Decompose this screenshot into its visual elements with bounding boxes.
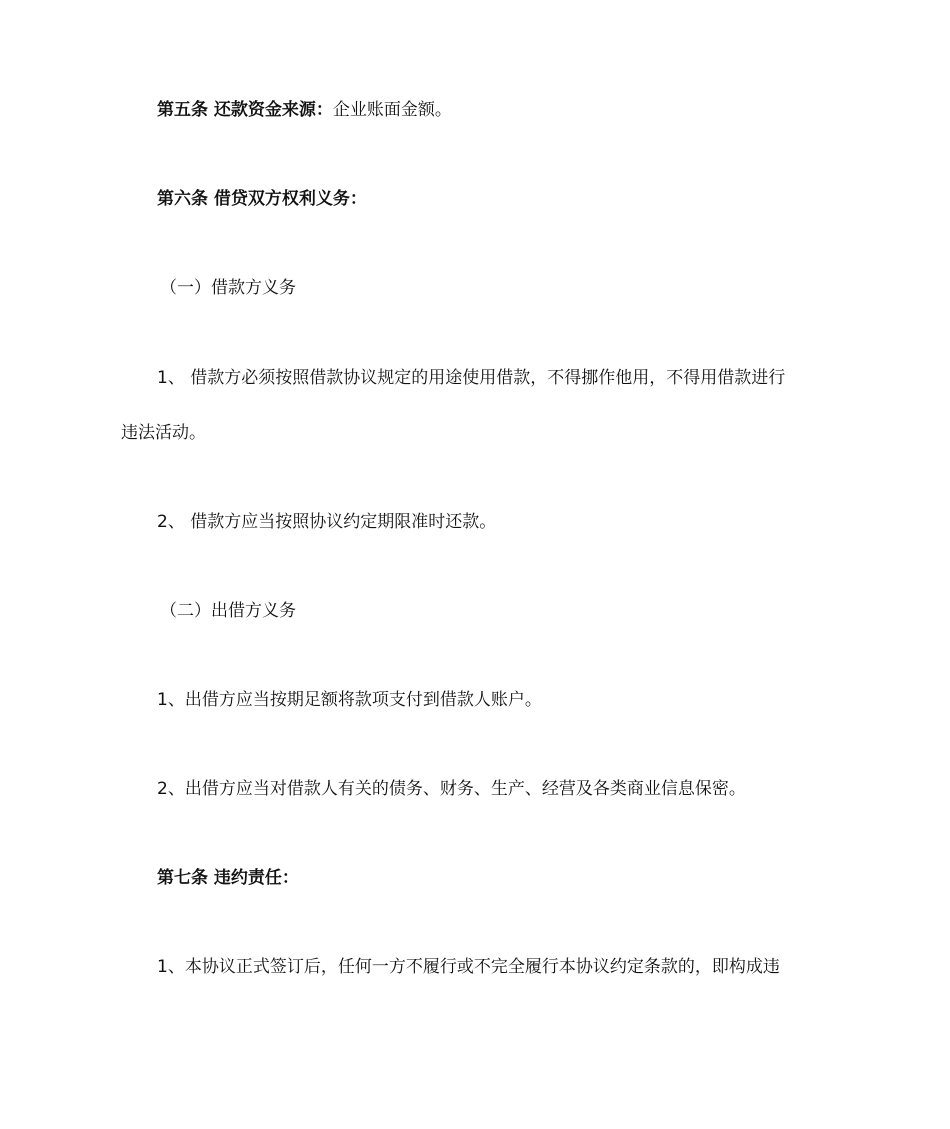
breach-clause-1-line-1: 1、本协议正式签订后，任何一方不履行或不完全履行本协议约定条款的，即构成违	[157, 957, 780, 977]
article-6-heading: 第六条 借贷双方权利义务：	[157, 189, 367, 209]
article-7-heading: 第七条 违约责任：	[157, 868, 299, 888]
borrower-obligation-2: 2、 借款方应当按照协议约定期限准时还款。	[157, 512, 497, 532]
borrower-obligation-1-line-2: 违法活动。	[121, 423, 206, 443]
lender-obligation-2: 2、出借方应当对借款人有关的债务、财务、生产、经营及各类商业信息保密。	[157, 779, 746, 799]
section-lender-obligations-heading: （二）出借方义务	[160, 601, 296, 621]
article-5-paragraph	[157, 98, 452, 122]
article-5-heading: 第五条 还款资金来源：	[157, 100, 333, 120]
article-5-text: 企业账面金额。	[332, 100, 452, 120]
section-borrower-obligations-heading: （一）借款方义务	[160, 278, 296, 298]
lender-obligation-1: 1、出借方应当按期足额将款项支付到借款人账户。	[157, 690, 542, 710]
borrower-obligation-1-line-1: 1、 借款方必须按照借款协议规定的用途使用借款，不得挪作他用，不得用借款进行	[157, 368, 786, 388]
